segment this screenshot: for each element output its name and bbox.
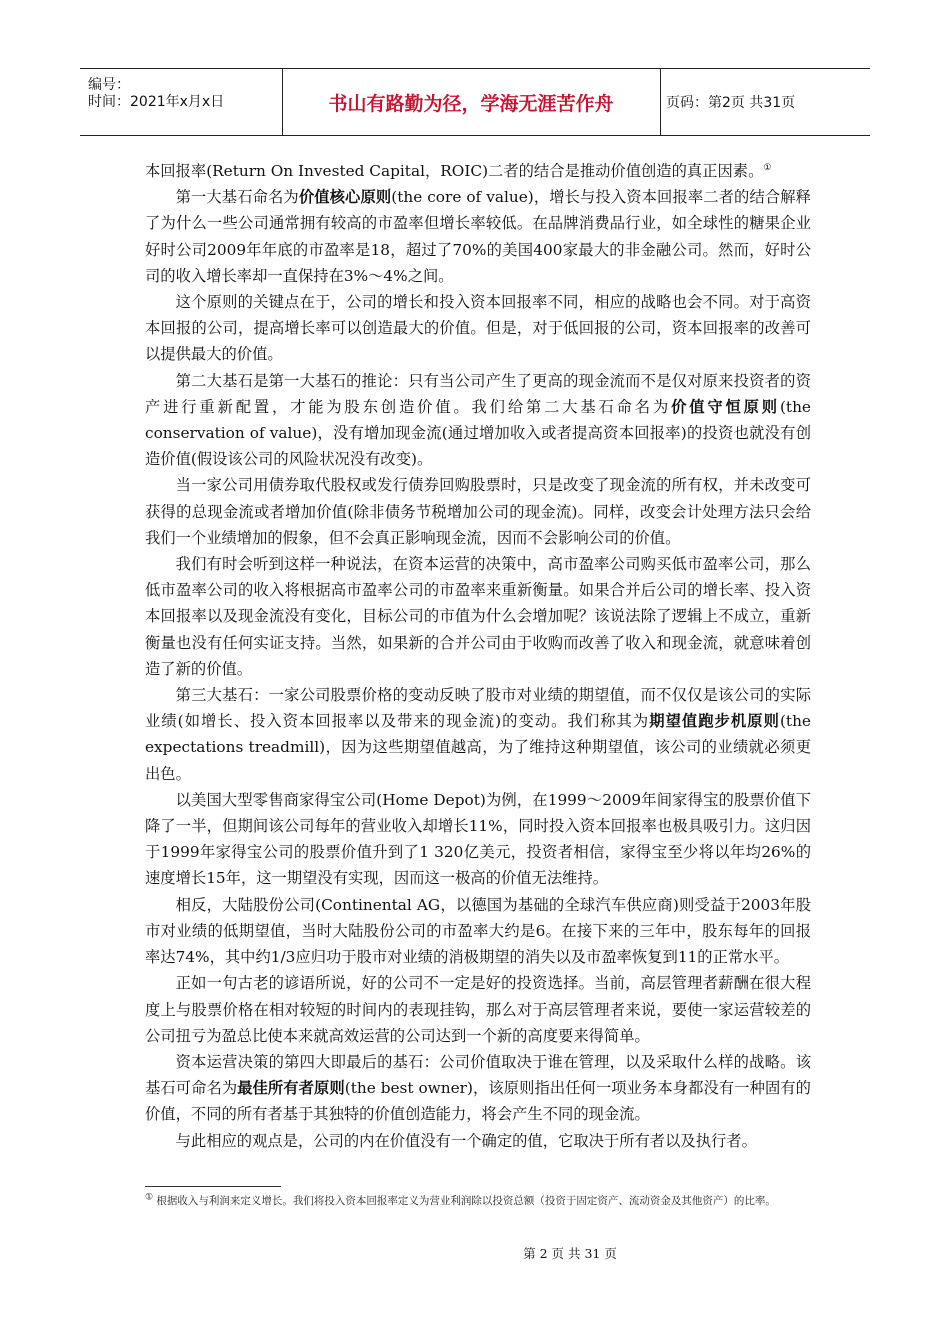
paragraph: 当一家公司用债券取代股权或发行债券回购股票时，只是改变了现金流的所有权，并未改变可获得的总现金流或者增加价值(除非债务节税增加公司的现金流)。同样，改变会计处理方法只会给我们一个业绩增加的假象，但不会真正影响现金流，因而不会影响公司的价值。 [145,476,811,547]
principle-term: 价值核心原则 [298,188,392,207]
principle-term: 价值守恒原则 [671,397,780,416]
paragraph: 资本运营决策的第四大即最后的基石：公司价值取决于谁在管理，以及采取什么样的战略。该基石可命名为最佳所有者原则(the best owner)，该原则指出任何一项业务本身都没有一种固有的价值，不同的所有者基于其独特的价值创造能力，将会产生不同的现金流。 [145,1052,811,1124]
header-motto: 书山有路勤为径，学海无涯苦作舟 [282,69,661,135]
paragraph: 本回报率(Return On Invested Capital，ROIC)二者的结合是推动价值创造的真正因素。① [145,162,772,180]
document-body [145,158,811,1154]
page-number: 第 2 页 共 31 页 [523,1246,617,1261]
paragraph: 第一大基石命名为价值核心原则(the core of value)，增长与投入资本回报率二者的结合解释了为什么一些公司通常拥有较高的市盈率但增长率较低。在品牌消费品行业，如全球性的糖果企业好时公司2009年年底的市盈率是18，超过了70%的美国400家最大的非金融公司。然而，好时公司的收入增长率却一直保持在3%～4%之间。 [145,188,811,285]
footnote-divider [145,1186,281,1187]
header-meta [88,69,283,135]
page-header [80,68,870,136]
paragraph: 相反，大陆股份公司(Continental AG，以德国为基础的全球汽车供应商)则受益于2003年股市对业绩的低期望值，当时大陆股份公司的市盈率大约是6。在接下来的三年中，股东每年的回报率达74%，其中约1/3应归功于股市对业绩的消极期望的消失以及市盈率恢复到11的正常水平。 [145,895,811,967]
footnote-mark: ① [145,1192,154,1203]
serial-label: 编号： [88,77,130,93]
paragraph: 这个原则的关键点在于，公司的增长和投入资本回报率不同，相应的战略也会不同。对于高资本回报的公司，提高增长率可以创造最大的价值。但是，对于低回报的公司，资本回报率的改善可以提供最大的价值。 [145,293,811,364]
time-label: 时间：2021年x月x日 [88,94,225,110]
paragraph: 以美国大型零售商家得宝公司(Home Depot)为例，在1999～2009年间家得宝的股票价值下降了一半，但期间该公司每年的营业收入却增长11%，同时投入资本回报率也极具吸引力。这归因于1999年家得宝公司的股票价值升到了1 320亿美元，投资者相信，家得宝至少将以年均26%的速度增长15年，这一期望没有实现，因而这一极高的价值无法维持。 [145,790,811,888]
principle-term: 最佳所有者原则 [237,1079,345,1098]
paragraph: 与此相应的观点是，公司的内在价值没有一个确定的值，它取决于所有者以及执行者。 [175,1131,757,1150]
footnote-ref[interactable]: ① [763,162,772,173]
footnote-text: 根据收入与利润来定义增长。我们将投入资本回报率定义为营业利润除以投资总额（投资于固定资产、流动资金及其他资产）的比率。 [156,1195,776,1207]
paragraph: 第二大基石是第一大基石的推论：只有当公司产生了更高的现金流而不是仅对原来投资者的资产进行重新配置，才能为股东创造价值。我们给第二大基石命名为价值守恒原则(the conservation of value)，没有增加现金流(通过增加收入或者提高资本回报率)的投资也就没有创造价值(假设该公司的风险状况没有改变)。 [145,371,811,469]
header-page-label: 页码：第2页 共31页 [666,95,796,111]
paragraph: 我们有时会听到这样一种说法，在资本运营的决策中，高市盈率公司购买低市盈率公司，那么低市盈率公司的收入将根据高市盈率公司的市盈率来重新衡量。如果合并后公司的增长率、投入资本回报率以及现金流没有变化，目标公司的市值为什么会增加呢？该说法除了逻辑上不成立，重新衡量也没有任何实证支持。当然，如果新的合并公司由于收购而改善了收入和现金流，就意味着创造了新的价值。 [145,555,811,678]
paragraph: 第三大基石：一家公司股票价格的变动反映了股市对业绩的期望值，而不仅仅是该公司的实际业绩(如增长、投入资本回报率以及带来的现金流)的变动。我们称其为期望值跑步机原则(the expectations treadmill)，因为这些期望值越高，为了维持这种期望值，该公司的业绩就必须更出色。 [145,686,811,783]
footnote [145,1192,811,1211]
principle-term: 期望值跑步机原则 [649,712,780,731]
paragraph: 正如一句古老的谚语所说，好的公司不一定是好的投资选择。当前，高层管理者薪酬在很大程度上与股票价格在相对较短的时间内的表现挂钩，那么对于高层管理者来说，要使一家运营较差的公司扭亏为盈总比使本来就高效运营的公司达到一个新的高度要来得简单。 [145,974,811,1045]
